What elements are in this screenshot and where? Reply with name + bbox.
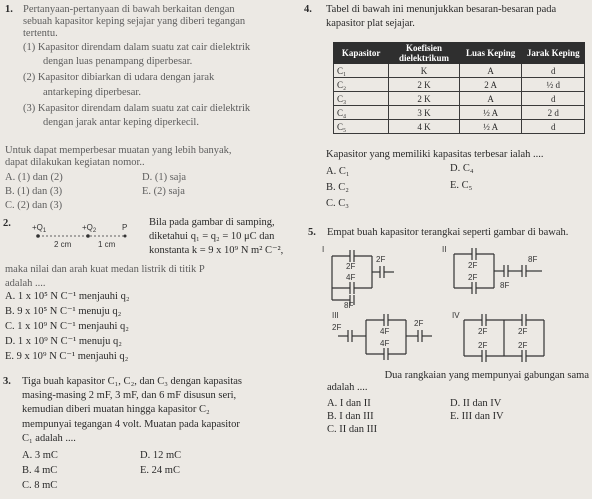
q2-point-p-label: P [122, 223, 128, 232]
q5-iv-cap-3: 2F [478, 341, 488, 350]
q5-iv-cap-1: 2F [478, 327, 488, 336]
q3-number: 3. [3, 376, 11, 387]
table-cell: 3 K [389, 106, 460, 120]
table-cell: 4 K [389, 120, 460, 134]
q3-stem-line: masing-masing 2 mF, 3 mF, dan 6 mF disusun seri, [22, 390, 237, 402]
q1-statement: (1) Kapasitor direndam dalam suatu zat cair dielektrik [23, 42, 251, 53]
q4-stem-line: Tabel di bawah ini menunjukkan besaran-besaran pada [326, 4, 557, 15]
table-cell: 2 d [522, 106, 585, 120]
q1-stem-line: Pertanyaan-pertanyaan di bawah berkaitan dengan [23, 4, 235, 15]
q5-iii-cap-2: 4F [380, 327, 390, 336]
q3-stem [22, 376, 298, 445]
table-cell: K [389, 64, 460, 78]
q2-charge-2-label: $+Q_2$ [82, 223, 97, 234]
table-cell: C₁ [334, 64, 389, 78]
q4-option-d[interactable]: D. C₄ [450, 163, 474, 174]
q1-option-b[interactable]: B. (1) dan (3) [5, 186, 63, 197]
q4-header-jarak: Jarak Keping [522, 43, 585, 64]
table-cell: d [522, 120, 585, 134]
q2-option-a[interactable]: A. 1 x 10⁵ N C⁻¹ menjauhi q₂ [5, 291, 130, 302]
q5-circuit-i [322, 242, 432, 308]
q1-statement: (3) Kapasitor direndam dalam suatu zat cair dielektrik [23, 102, 251, 114]
q1-stem-line: tertentu. [23, 28, 58, 40]
table-row [334, 106, 585, 120]
q5-circuit-i-label: I [322, 245, 325, 254]
q5-option-a[interactable]: A. I dan II [327, 398, 371, 409]
table-cell: C₅ [334, 120, 389, 134]
table-cell: 2 K [389, 78, 460, 92]
question-1 [0, 0, 300, 215]
q4-stem [326, 4, 590, 30]
q5-circuit-iv [452, 308, 582, 370]
q2-charge-figure [30, 216, 138, 254]
q3-option-e[interactable]: E. 24 mC [140, 465, 180, 476]
q5-question-line: Dua rangkaian yang mempunyai gabungan sama [384, 370, 589, 381]
q3-option-c[interactable]: C. 8 mC [22, 480, 58, 491]
q5-ii-cap-3: 8F [500, 281, 510, 290]
q4-option-a[interactable]: A. C₁ [326, 166, 350, 177]
q5-question [327, 370, 589, 394]
q5-option-e[interactable]: E. III dan IV [450, 411, 504, 422]
q1-statements [23, 42, 295, 129]
question-2 [0, 214, 300, 364]
table-cell: C₃ [334, 92, 389, 106]
table-cell: ½ A [459, 120, 522, 134]
q1-stem-line: sebuah kapasitor keping sejajar yang diberi tegangan [23, 16, 246, 28]
q1-stem [23, 4, 295, 41]
table-cell: ½ A [459, 106, 522, 120]
q2-side-line: diketahui q₁ = q₂ = 10 μC dan [149, 231, 275, 243]
q4-header-luas: Luas Keping [459, 43, 522, 64]
table-cell: A [459, 92, 522, 106]
q5-option-c[interactable]: C. II dan III [327, 424, 378, 435]
q5-ii-cap-1: 2F [468, 261, 478, 270]
table-row [334, 78, 585, 92]
q4-option-c[interactable]: C. C₃ [326, 198, 349, 209]
table-row [334, 120, 585, 134]
question-5 [302, 214, 592, 499]
q3-stem-line: C₁ adalah .... [22, 432, 76, 444]
q2-stem-line: maka nilai dan arah kuat medan listrik di titik P [5, 264, 205, 275]
q4-option-e[interactable]: E. C₅ [450, 180, 473, 191]
q4-table-header-row [334, 43, 585, 64]
q5-question-line: adalah .... [327, 382, 368, 394]
q2-distance-1: 2 cm [54, 240, 72, 249]
question-4 [302, 0, 592, 215]
table-row [334, 92, 585, 106]
q4-table [333, 42, 585, 134]
q2-distance-2: 1 cm [98, 240, 116, 249]
q5-option-d[interactable]: D. II dan IV [450, 398, 502, 409]
q4-stem-line: kapasitor plat sejajar. [326, 18, 415, 30]
table-cell: 2 A [459, 78, 522, 92]
q4-header-koefisien: Koefisien dielektrikum [389, 43, 460, 64]
q2-option-e[interactable]: E. 9 x 10⁹ N C⁻¹ menjauhi q₂ [5, 351, 129, 362]
q3-option-a[interactable]: A. 3 mC [22, 450, 58, 461]
q5-circuit-iv-label: IV [452, 311, 460, 320]
table-cell: d [522, 92, 585, 106]
q1-closing-line: dapat dilakukan kegiatan nomor.. [5, 157, 145, 169]
table-cell: ½ d [522, 78, 585, 92]
q1-option-e[interactable]: E. (2) saja [142, 186, 185, 197]
q2-number: 2. [3, 218, 11, 229]
q1-statement-cont: antarkeping diperbesar. [43, 86, 141, 98]
table-cell: C₄ [334, 106, 389, 120]
question-3 [0, 374, 300, 499]
q2-stem-line: adalah .... [5, 278, 46, 290]
q3-stem-line: kemudian diberi muatan hingga kapasitor C₂ [22, 404, 210, 416]
q1-option-d[interactable]: D. (1) saja [142, 172, 187, 183]
q2-option-c[interactable]: C. 1 x 10⁹ N C⁻¹ menjauhi q₂ [5, 321, 129, 332]
q2-side-line: Bila pada gambar di samping, [149, 217, 275, 228]
q1-statement-cont: dengan luas penampang diperbesar. [43, 56, 193, 68]
q1-closing [5, 145, 297, 169]
q1-option-a[interactable]: A. (1) dan (2) [5, 172, 63, 183]
q5-i-cap-4: 8F [344, 301, 354, 308]
q3-option-d[interactable]: D. 12 mC [140, 450, 182, 461]
table-cell: d [522, 64, 585, 78]
q4-question: Kapasitor yang memiliki kapasitas terbesar ialah .... [326, 149, 544, 160]
q1-statement-cont: dengan jarak antar keping diperkecil. [43, 117, 199, 129]
q4-header-kapasitor: Kapasitor [334, 43, 389, 64]
q5-circuit-iii [332, 308, 452, 364]
q5-circuit-ii [442, 242, 572, 298]
q5-iv-cap-2: 2F [518, 327, 528, 336]
q4-option-b[interactable]: B. C₂ [326, 182, 349, 193]
table-row [334, 64, 585, 78]
q4-number: 4. [304, 4, 312, 15]
q3-stem-line: mempunyai tegangan 4 volt. Muatan pada kapasitor [22, 418, 240, 430]
q5-i-cap-3: 4F [346, 273, 356, 282]
q5-option-b[interactable]: B. I dan III [327, 411, 374, 422]
q3-stem-line: Tiga buah kapasitor C₁, C₂, dan C₃ dengan kapasitas [22, 376, 242, 387]
q5-iv-cap-4: 2F [518, 341, 528, 350]
table-cell: C₂ [334, 78, 389, 92]
q2-option-b[interactable]: B. 9 x 10⁵ N C⁻¹ menuju q₂ [5, 306, 122, 317]
q1-option-c[interactable]: C. (2) dan (3) [5, 200, 63, 211]
q1-number: 1. [5, 4, 13, 15]
q5-iii-cap-1: 2F [332, 323, 342, 332]
q5-circuit-iii-label: III [332, 311, 339, 320]
q2-charge-1-label: $+Q_1$ [32, 223, 47, 234]
q5-i-cap-2: 2F [376, 255, 386, 264]
q5-circuit-ii-label: II [442, 245, 447, 254]
q5-ii-cap-2: 2F [468, 273, 478, 282]
q5-number: 5. [308, 227, 316, 238]
q5-stem: Empat buah kapasitor terangkai seperti gambar di bawah. [327, 227, 569, 238]
q3-option-b[interactable]: B. 4 mC [22, 465, 58, 476]
table-cell: 2 K [389, 92, 460, 106]
q2-side-line: konstanta k = 9 x 10⁹ N m² C⁻², [149, 245, 284, 257]
q2-stem [5, 264, 297, 290]
q5-ii-cap-4: 8F [528, 255, 538, 264]
q1-statement: (2) Kapasitor dibiarkan di udara dengan jarak [23, 72, 215, 84]
q5-iii-cap-3: 2F [414, 319, 424, 328]
q5-iii-cap-4: 4F [380, 339, 390, 348]
q1-closing-line: Untuk dapat memperbesar muatan yang lebih banyak, [5, 145, 232, 156]
table-cell: A [459, 64, 522, 78]
q2-side-text [149, 217, 299, 258]
q5-i-cap-1: 2F [346, 262, 356, 271]
q2-option-d[interactable]: D. 1 x 10⁹ N C⁻¹ menuju q₂ [5, 336, 122, 347]
